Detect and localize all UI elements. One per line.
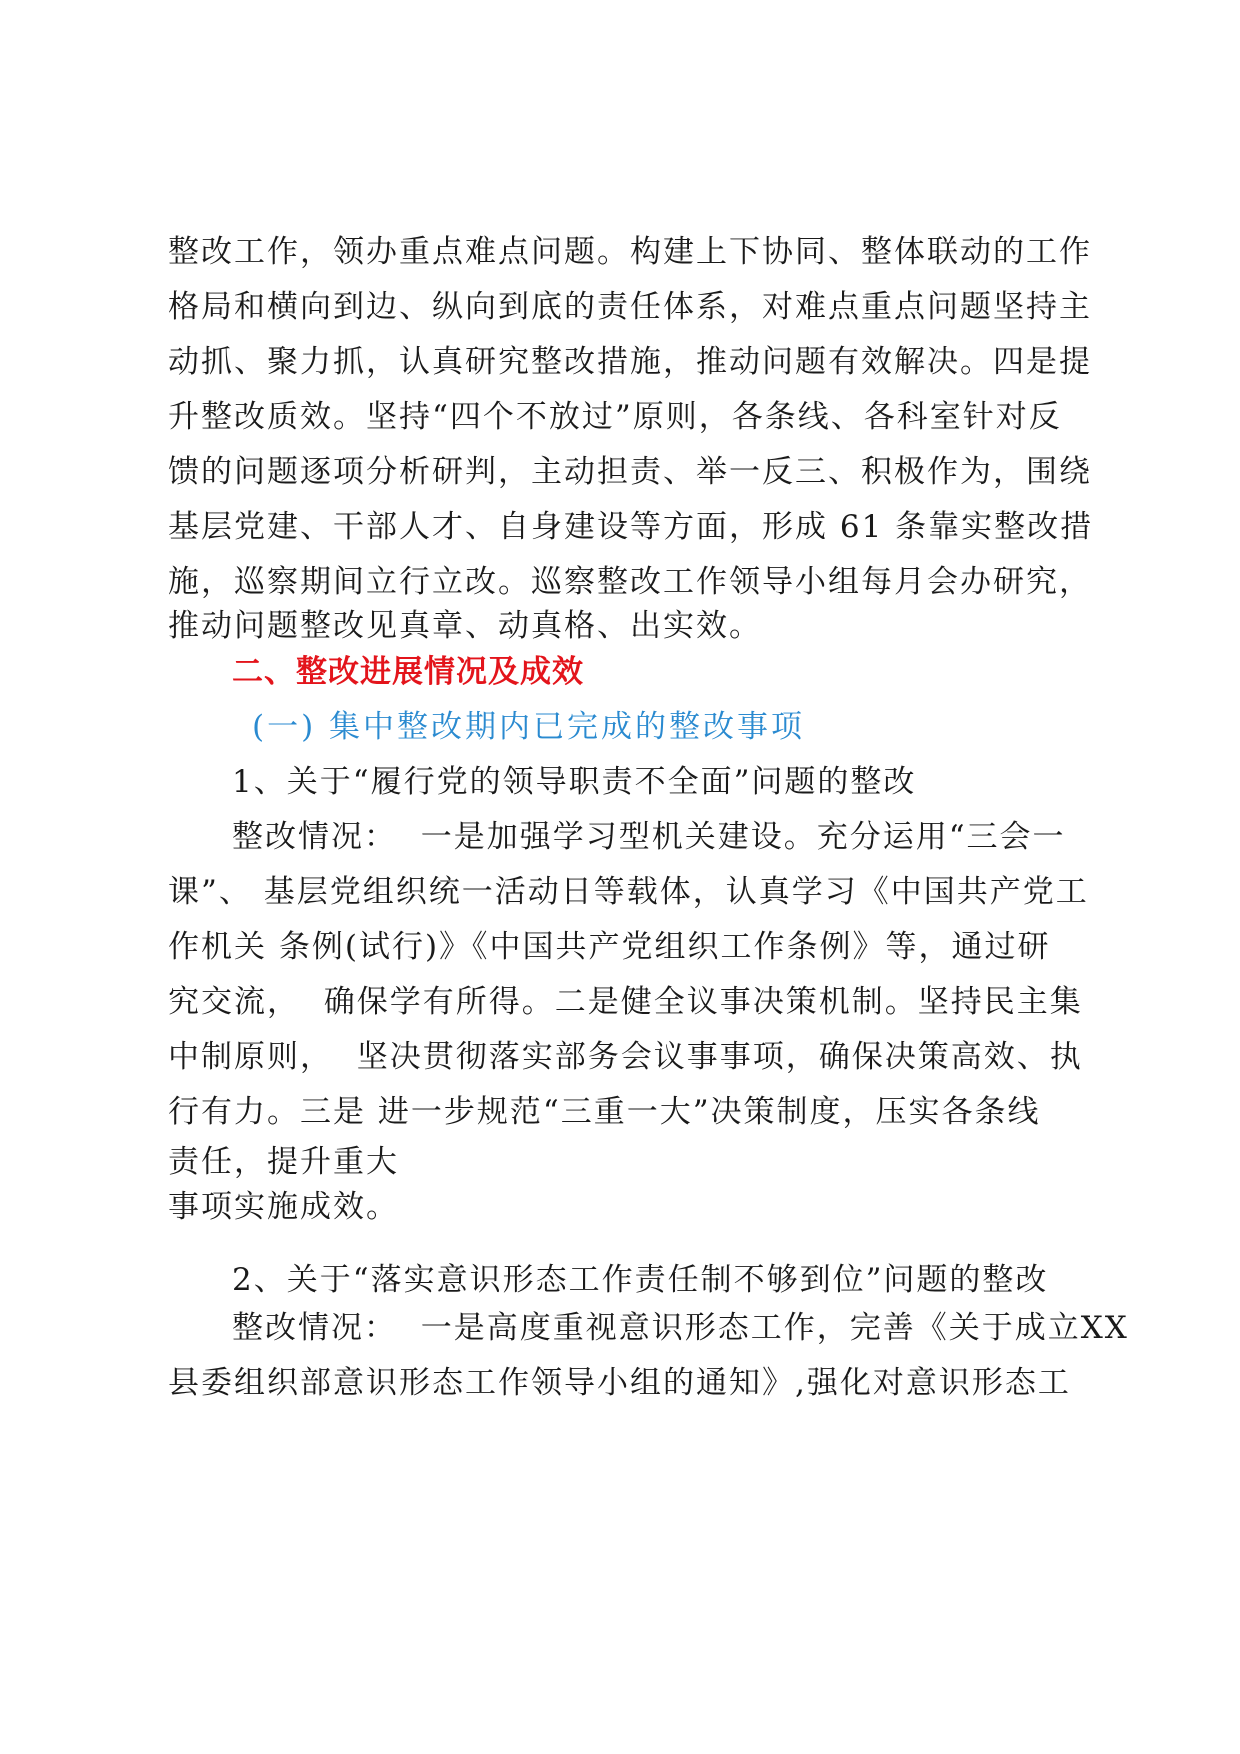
item-title: 1、关于“履行党的领导职责不全面”问题的整改 [232, 764, 917, 800]
text-line: 整改情况： 一是高度重视意识形态工作，完善《关于成立XX [232, 1310, 1129, 1346]
text-line: 中制原则， 坚决贯彻落实部务会议事事项，确保决策高效、执 [168, 1039, 1083, 1075]
text-line: 整改工作，领办重点难点问题。构建上下协同、整体联动的工作 [168, 234, 1092, 270]
text-line: 作机关 条例(试行)》《中国共产党组织工作条例》等，通过研 [168, 929, 1051, 965]
text-line: 整改情况： 一是加强学习型机关建设。充分运用“三会一 [232, 819, 1066, 855]
section-heading: 二、整改进展情况及成效 [232, 654, 584, 690]
subsection-heading: (一) 集中整改期内已完成的整改事项 [252, 709, 806, 745]
text-line: 动抓、聚力抓，认真研究整改措施，推动问题有效解决。四是提 [168, 344, 1092, 380]
text-line: 施，巡察期间立行立改。巡察整改工作领导小组每月会办研究， [168, 564, 1092, 600]
text-line: 格局和横向到边、纵向到底的责任体系，对难点重点问题坚持主 [168, 289, 1092, 325]
text-line: 究交流， 确保学有所得。二是健全议事决策机制。坚持民主集 [168, 984, 1083, 1020]
text-line: 升整改质效。坚持“四个不放过”原则，各条线、各科室针对反 [168, 399, 1062, 435]
text-line: 事项实施成效。 [168, 1189, 399, 1225]
text-line: 县委组织部意识形态工作领导小组的通知》,强化对意识形态工 [168, 1365, 1071, 1401]
text-line: 课”、 基层党组织统一活动日等载体，认真学习《中国共产党工 [168, 874, 1089, 910]
text-line: 行有力。三是 进一步规范“三重一大”决策制度，压实各条线 [168, 1094, 1041, 1130]
text-line: 责任，提升重大 [168, 1144, 399, 1180]
text-line: 基层党建、干部人才、自身建设等方面，形成 61 条靠实整改措 [168, 509, 1094, 545]
text-line: 推动问题整改见真章、动真格、出实效。 [168, 608, 762, 644]
text-line: 馈的问题逐项分析研判，主动担责、举一反三、积极作为，围绕 [168, 454, 1092, 490]
item-title: 2、关于“落实意识形态工作责任制不够到位”问题的整改 [232, 1262, 1049, 1298]
